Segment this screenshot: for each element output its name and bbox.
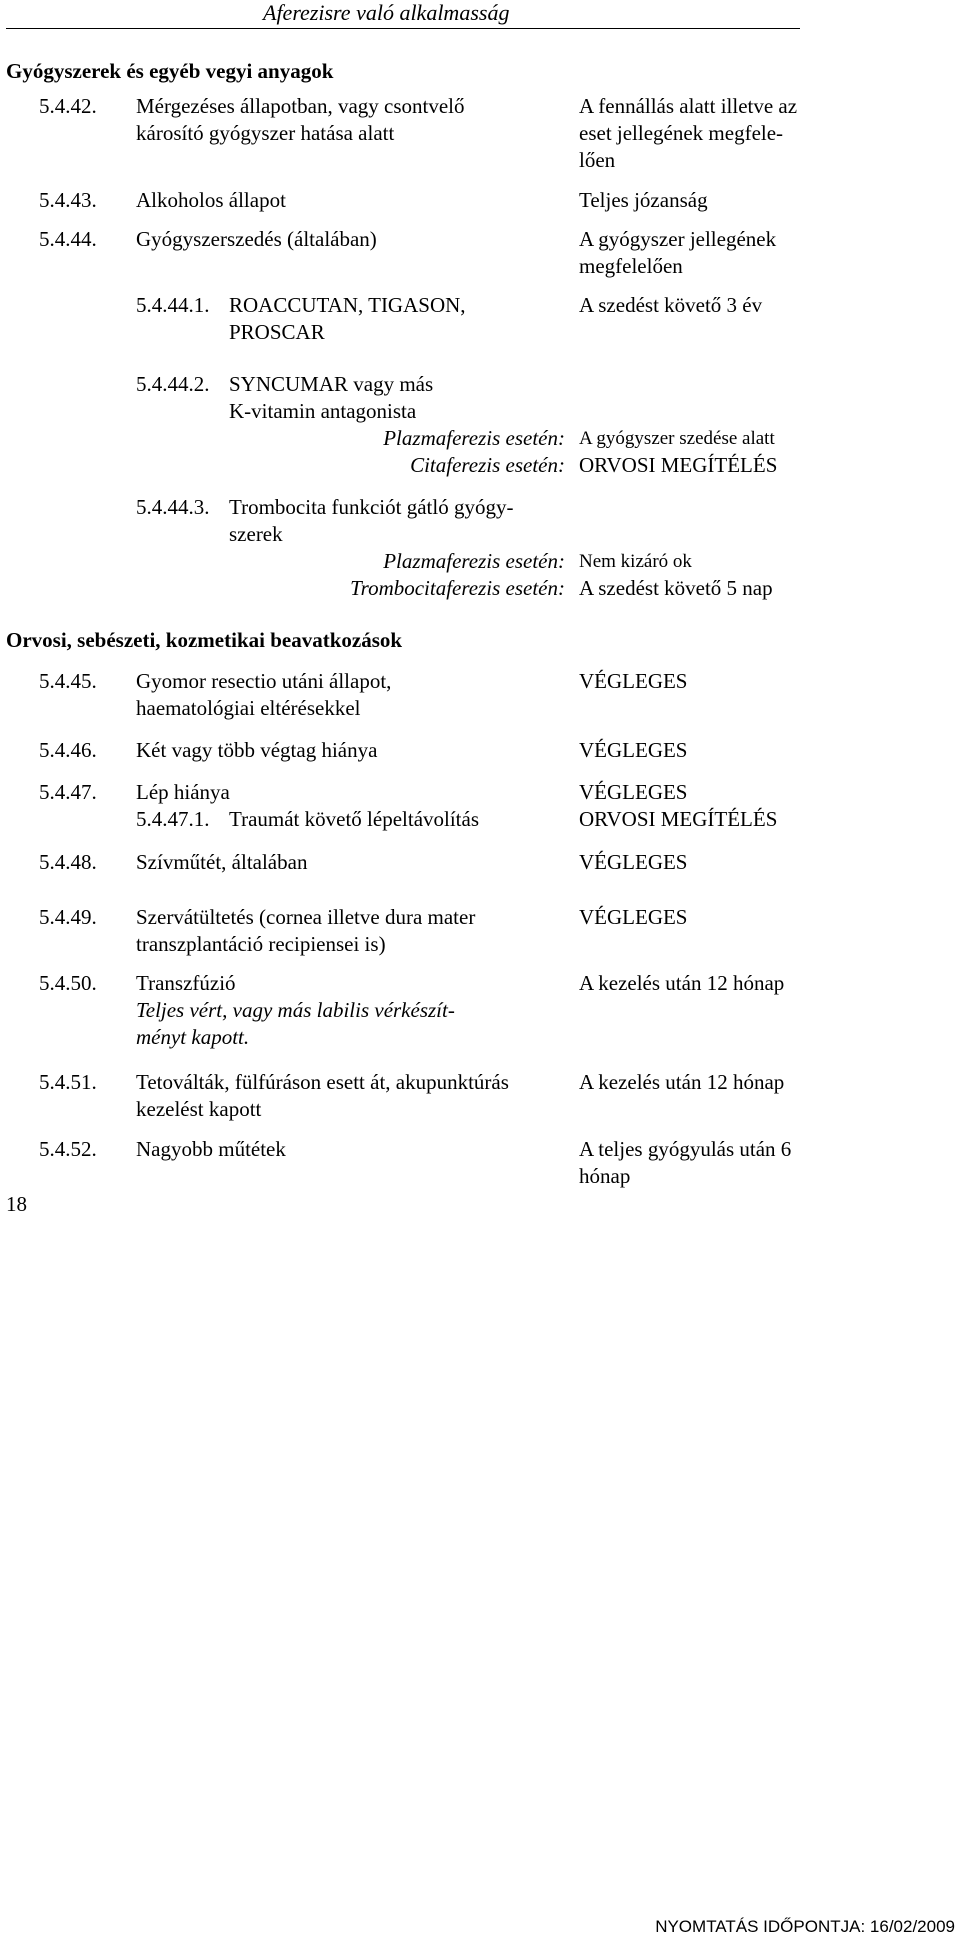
item-value: ORVOSI MEGÍTÉLÉS bbox=[579, 807, 778, 831]
item-text: Tetoválták, fülfúráson esett át, akupunktúrás bbox=[136, 1070, 509, 1094]
item-text: transzplantáció recipiensei is) bbox=[136, 932, 386, 956]
item-value: A szedést követő 3 év bbox=[579, 293, 763, 317]
item-number: 5.4.52. bbox=[39, 1137, 97, 1161]
item-value: VÉGLEGES bbox=[579, 738, 688, 762]
condition-label: Plazmaferezis esetén: bbox=[383, 549, 565, 573]
section-title-drugs: Gyógyszerek és egyéb vegyi anyagok bbox=[6, 59, 334, 83]
item-value: VÉGLEGES bbox=[579, 669, 688, 693]
item-value: megfelelően bbox=[579, 254, 683, 278]
item-number: 5.4.48. bbox=[39, 850, 97, 874]
item-number: 5.4.51. bbox=[39, 1070, 97, 1094]
item-text: K-vitamin antagonista bbox=[229, 399, 417, 423]
item-number: 5.4.47. bbox=[39, 780, 97, 804]
item-number: 5.4.49. bbox=[39, 905, 97, 929]
item-text: Gyomor resectio utáni állapot, bbox=[136, 669, 392, 693]
item-number: 5.4.42. bbox=[39, 94, 97, 118]
item-value: A gyógyszer jellegének bbox=[579, 227, 777, 251]
item-value: hónap bbox=[579, 1164, 631, 1188]
item-number: 5.4.50. bbox=[39, 971, 97, 995]
item-number: 5.4.45. bbox=[39, 669, 97, 693]
page-number: 18 bbox=[6, 1192, 27, 1216]
item-text: szerek bbox=[229, 522, 283, 546]
item-text: Két vagy több végtag hiánya bbox=[136, 738, 378, 762]
item-text: Szervátültetés (cornea illetve dura mater bbox=[136, 905, 476, 929]
item-number: 5.4.47.1. bbox=[136, 807, 210, 831]
item-value: VÉGLEGES bbox=[579, 780, 688, 804]
condition-label: Citaferezis esetén: bbox=[410, 453, 565, 477]
item-value: eset jellegének megfele- bbox=[579, 121, 784, 145]
item-number: 5.4.44. bbox=[39, 227, 97, 251]
condition-value: ORVOSI MEGÍTÉLÉS bbox=[579, 453, 778, 477]
condition-label: Plazmaferezis esetén: bbox=[383, 426, 565, 450]
item-number: 5.4.44.3. bbox=[136, 495, 210, 519]
condition-value: A szedést követő 5 nap bbox=[579, 576, 773, 600]
item-text: károsító gyógyszer hatása alatt bbox=[136, 121, 395, 145]
item-note: ményt kapott. bbox=[136, 1025, 250, 1049]
header-rule bbox=[6, 28, 800, 29]
item-text: Trombocita funkciót gátló gyógy- bbox=[229, 495, 514, 519]
item-text: PROSCAR bbox=[229, 320, 325, 344]
item-number: 5.4.46. bbox=[39, 738, 97, 762]
item-value: lően bbox=[579, 148, 616, 172]
item-number: 5.4.43. bbox=[39, 188, 97, 212]
item-text: Traumát követő lépeltávolítás bbox=[229, 807, 480, 831]
condition-value: A gyógyszer szedése alatt bbox=[579, 428, 775, 449]
running-header: Aferezisre való alkalmasság bbox=[263, 0, 510, 25]
item-note: Teljes vért, vagy más labilis vérkészít- bbox=[136, 998, 455, 1022]
item-value: A fennállás alatt illetve az bbox=[579, 94, 798, 118]
item-text: ROACCUTAN, TIGASON, bbox=[229, 293, 466, 317]
item-value: A teljes gyógyulás után 6 bbox=[579, 1137, 792, 1161]
item-text: Gyógyszerszedés (általában) bbox=[136, 227, 377, 251]
condition-value: Nem kizáró ok bbox=[579, 551, 692, 572]
item-value: A kezelés után 12 hónap bbox=[579, 1070, 785, 1094]
item-text: Transzfúzió bbox=[136, 971, 236, 995]
item-text: Szívműtét, általában bbox=[136, 850, 308, 874]
item-text: Alkoholos állapot bbox=[136, 188, 286, 212]
item-value: A kezelés után 12 hónap bbox=[579, 971, 785, 995]
item-text: kezelést kapott bbox=[136, 1097, 262, 1121]
item-value: Teljes józanság bbox=[579, 188, 708, 212]
condition-label: Trombocitaferezis esetén: bbox=[350, 576, 565, 600]
item-value: VÉGLEGES bbox=[579, 905, 688, 929]
item-text: Lép hiánya bbox=[136, 780, 230, 804]
item-text: Nagyobb műtétek bbox=[136, 1137, 286, 1161]
item-value: VÉGLEGES bbox=[579, 850, 688, 874]
item-number: 5.4.44.2. bbox=[136, 372, 210, 396]
print-date-footer: NYOMTATÁS IDŐPONTJA: 16/02/2009 bbox=[655, 1917, 955, 1936]
item-text: SYNCUMAR vagy más bbox=[229, 372, 434, 396]
section-title-procedures: Orvosi, sebészeti, kozmetikai beavatkozások bbox=[6, 628, 403, 652]
item-text: haematológiai eltérésekkel bbox=[136, 696, 361, 720]
item-number: 5.4.44.1. bbox=[136, 293, 210, 317]
item-text: Mérgezéses állapotban, vagy csontvelő bbox=[136, 94, 465, 118]
